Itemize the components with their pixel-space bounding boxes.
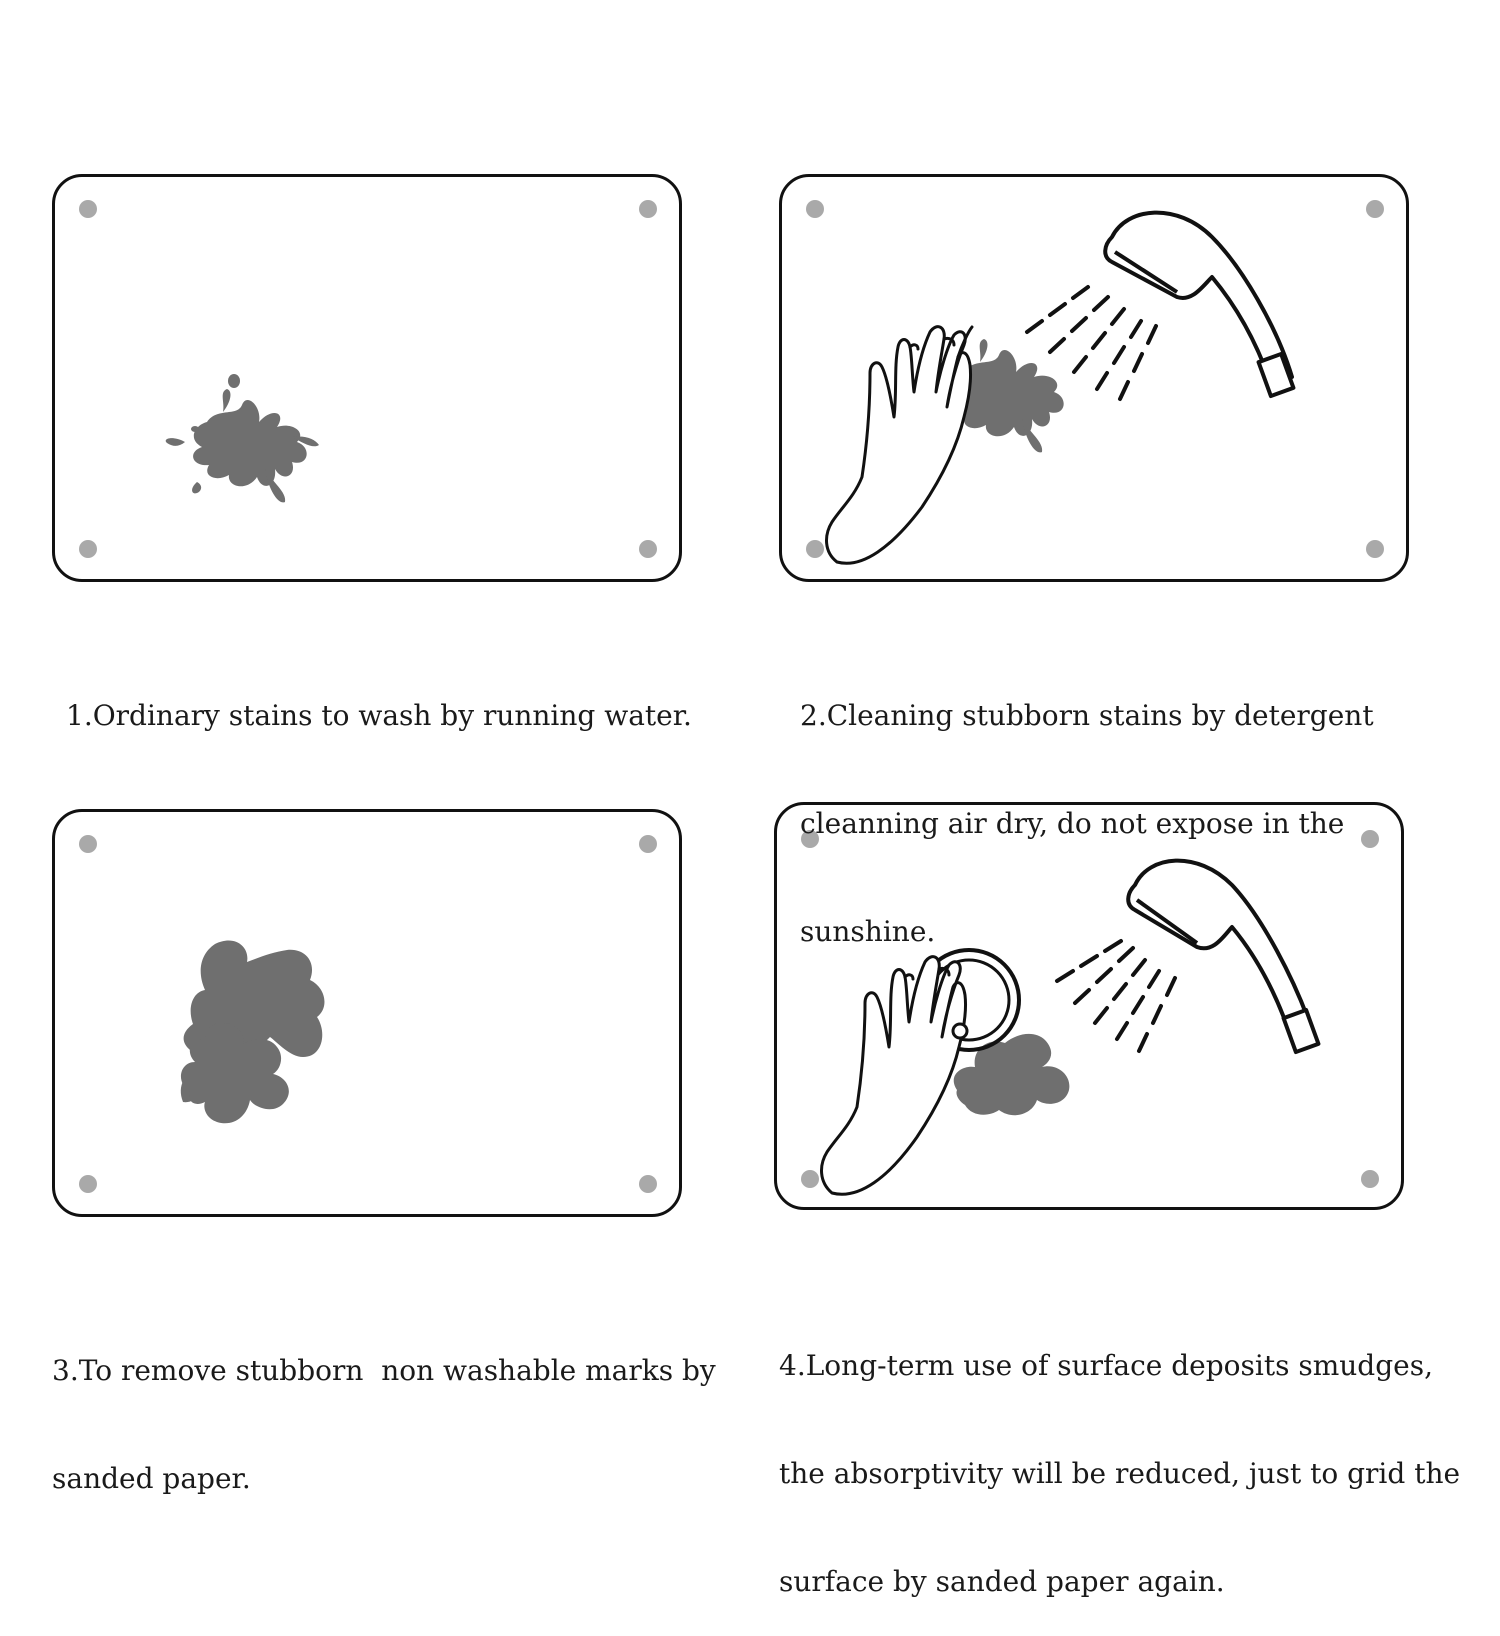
step-1-caption (66, 626, 692, 770)
step-2-illustration (782, 177, 1412, 585)
stain-blob-icon (954, 1034, 1070, 1115)
caption-line: the absorptivity will be reduced, just to grid the (779, 1457, 1461, 1490)
step-1-panel (52, 174, 682, 582)
caption-line: surface by sanded paper again. (779, 1565, 1225, 1598)
step-4-caption (779, 1276, 1460, 1636)
caption-line: 1.Ordinary stains to wash by running water. (66, 699, 692, 732)
stain-splash-icon (166, 374, 319, 502)
step-2-caption (800, 626, 1374, 986)
step-3-illustration (55, 812, 685, 1220)
step-3-caption (52, 1281, 716, 1533)
caption-line: 4.Long-term use of surface deposits smudges, (779, 1349, 1433, 1382)
hand-icon (827, 327, 972, 564)
caption-line: 2.Cleaning stubborn stains by detergent (800, 699, 1374, 732)
step-2-panel (779, 174, 1409, 582)
hand-icon (822, 957, 967, 1195)
step-1-illustration (55, 177, 685, 585)
caption-line: sunshine. (800, 915, 936, 948)
caption-line: cleanning air dry, do not expose in the (800, 807, 1345, 840)
step-3-panel (52, 809, 682, 1217)
caption-line: 3.To remove stubborn non washable marks by (52, 1354, 716, 1387)
caption-line: sanded paper. (52, 1462, 251, 1495)
